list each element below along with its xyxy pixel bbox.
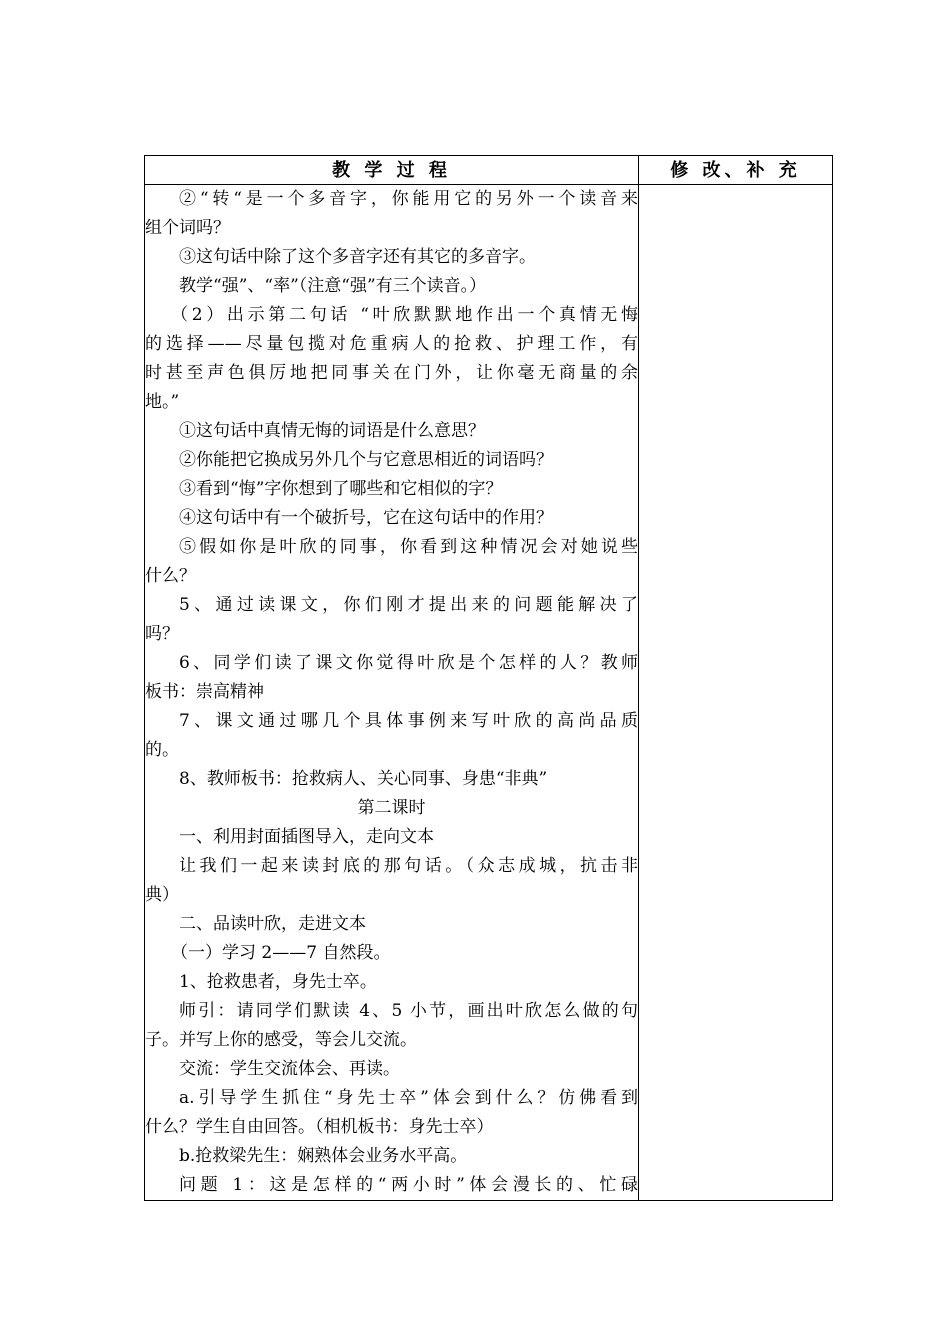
text-line: 板书：崇高精神 <box>145 682 264 702</box>
text-line: 第二课时 <box>357 798 426 818</box>
text-line: 什么？ <box>145 566 196 586</box>
text-line: 的。 <box>145 740 179 760</box>
text-line: ⑤假如你是叶欣的同事，你看到这种情况会对她说些 <box>179 537 638 557</box>
text-line: （一）学习 2——7 自然段。 <box>171 943 391 963</box>
text-line: a.引导学生抓住“身先士卒”体会到什么？仿佛看到 <box>179 1088 638 1108</box>
table-header-row <box>145 156 833 185</box>
text-line: 交流：学生交流体会、再读。 <box>179 1059 400 1079</box>
text-line: 5、通过读课文，你们刚才提出来的问题能解决了 <box>179 595 638 615</box>
text-line: 的选择——尽量包揽对危重病人的抢救、护理工作，有 <box>145 334 638 354</box>
text-line: 8、教师板书：抢救病人、关心同事、身患“非典” <box>179 769 548 789</box>
text-line: 组个词吗？ <box>145 218 230 238</box>
text-line: ①这句话中真情无悔的词语是什么意思？ <box>179 421 485 441</box>
text-line: 7、课文通过哪几个具体事例来写叶欣的高尚品质 <box>179 711 638 731</box>
text-line: （2）出示第二句话 “叶欣默默地作出一个真情无悔 <box>171 305 638 325</box>
text-line: ③这句话中除了这个多音字还有其它的多音字。 <box>179 247 536 267</box>
text-line: 地。” <box>145 392 180 412</box>
text-line: 时甚至声色俱厉地把同事关在门外，让你毫无商量的余 <box>145 363 638 383</box>
teaching-process-text <box>145 185 638 1200</box>
text-line: 什么？学生自由回答。（相机板书：身先士卒） <box>145 1117 494 1137</box>
text-line: 问题 1：这是怎样的“两小时”体会漫长的、忙碌 <box>179 1175 638 1195</box>
text-line: ③看到“悔”字你想到了哪些和它相似的字？ <box>179 479 503 499</box>
text-line: ②“转“是一个多音字，你能用它的另外一个读音来 <box>179 189 638 209</box>
lesson-plan-table <box>144 155 833 1201</box>
text-line: b.抢救梁先生：娴熟体会业务水平高。 <box>179 1146 468 1166</box>
text-line: 吗？ <box>145 624 179 644</box>
table-body-row <box>145 185 833 1201</box>
text-line: 师引：请同学们默读 4、5 小节，画出叶欣怎么做的句 <box>179 1001 638 1021</box>
text-line: ②你能把它换成另外几个与它意思相近的词语吗？ <box>179 450 553 470</box>
teaching-process-cell <box>145 185 639 1201</box>
text-line: 1、抢救患者，身先士卒。 <box>179 972 377 992</box>
text-line: 子。并写上你的感受，等会儿交流。 <box>145 1030 417 1050</box>
text-line: ④这句话中有一个破折号，它在这句话中的作用？ <box>179 508 553 528</box>
text-line: 二、品读叶欣，走进文本 <box>179 914 366 934</box>
teaching-process-header: 教 学 过 程 <box>145 156 639 185</box>
revision-notes-header: 修 改、补 充 <box>639 156 833 185</box>
text-line: 教学“强”、“率”（注意“强”有三个读音。） <box>179 276 487 296</box>
text-line: 一、利用封面插图导入，走向文本 <box>179 827 434 847</box>
text-line: 6、同学们读了课文你觉得叶欣是个怎样的人？教师 <box>179 653 638 673</box>
text-line: 让我们一起来读封底的那句话。（众志成城，抗击非 <box>179 856 638 876</box>
revision-notes-cell <box>639 185 833 1201</box>
text-line: 典） <box>145 885 179 905</box>
